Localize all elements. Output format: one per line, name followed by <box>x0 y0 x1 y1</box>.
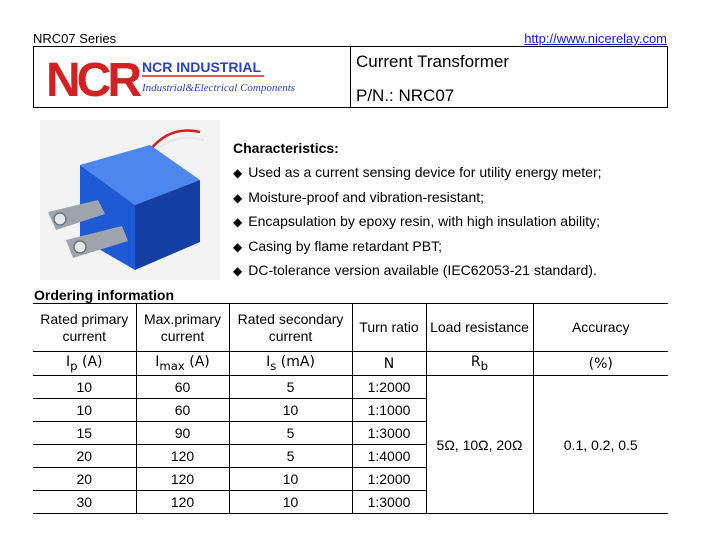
unit-cell: $I_p$ (A) <box>33 352 136 376</box>
table-row: 15 90 5 1:3000 <box>33 422 668 445</box>
product-image <box>40 120 220 280</box>
diamond-bullet-icon: ◆ <box>233 191 243 205</box>
characteristic-item: ◆ Used as a current sensing device for utility energy meter; <box>233 164 602 180</box>
logo-tagline: Industrial&Electrical Components <box>142 82 296 94</box>
table-row: 10 60 10 1:1000 <box>33 399 668 422</box>
characteristic-item: ◆ Casing by flame retardant PBT; <box>233 238 442 254</box>
unit-cell: $R_b$ <box>426 352 533 376</box>
column-header: Load resistance <box>426 304 533 352</box>
characteristic-item: ◆ Moisture-proof and vibration-resistant; <box>233 189 485 205</box>
column-header: Rated secondary current <box>229 304 352 352</box>
characteristic-item: ◆ Encapsulation by epoxy resin, with high insulation ability; <box>233 213 600 229</box>
characteristic-item: ◆ DC-tolerance version available (IEC62053-21 standard). <box>233 262 597 278</box>
table-row: 10 60 5 1:2000 5Ω, 10Ω, 20Ω 0.1, 0.2, 0.5 <box>33 376 668 399</box>
ordering-table <box>33 303 668 514</box>
logo-company: NCR INDUSTRIAL <box>142 59 261 75</box>
header-divider <box>350 46 351 108</box>
ncr-logo <box>44 54 334 102</box>
ordering-title: Ordering information <box>34 287 174 303</box>
load-resistance-cell: 5Ω, 10Ω, 20Ω <box>426 376 533 514</box>
diamond-bullet-icon: ◆ <box>233 215 243 229</box>
unit-cell: N <box>352 352 426 376</box>
table-unit-row <box>33 352 668 376</box>
table-header-row <box>33 304 668 352</box>
characteristics-title: Characteristics: <box>233 140 339 156</box>
table-row: 20 120 5 1:4000 <box>33 445 668 468</box>
table-row: 20 120 10 1:2000 <box>33 468 668 491</box>
column-header: Turn ratio <box>352 304 426 352</box>
unit-cell: $I_s$ (mA) <box>229 352 352 376</box>
logo-mark: NCR <box>46 54 138 102</box>
unit-cell: $I_{max}$ (A) <box>136 352 229 376</box>
column-header: Max.primary current <box>136 304 229 352</box>
column-header: Accuracy <box>533 304 668 352</box>
diamond-bullet-icon: ◆ <box>233 264 243 278</box>
website-link[interactable]: http://www.nicerelay.com <box>524 31 667 46</box>
product-title: Current Transformer <box>356 52 510 71</box>
accuracy-cell: 0.1, 0.2, 0.5 <box>533 376 668 514</box>
table-row: 30 120 10 1:3000 <box>33 491 668 514</box>
unit-cell: (%) <box>533 352 668 376</box>
series-label: NRC07 Series <box>33 31 117 46</box>
part-number: P/N.: NRC07 <box>356 86 455 105</box>
diamond-bullet-icon: ◆ <box>233 240 243 254</box>
diamond-bullet-icon: ◆ <box>233 166 243 180</box>
column-header: Rated primary current <box>33 304 136 352</box>
